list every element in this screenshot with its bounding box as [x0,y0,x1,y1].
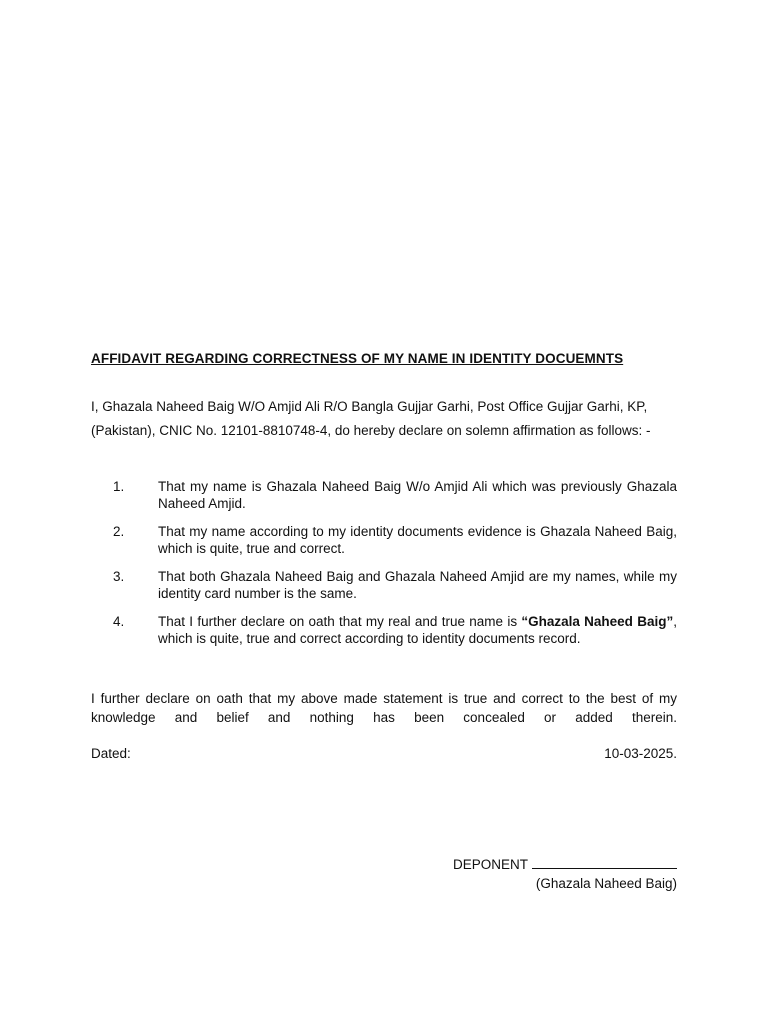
closing-paragraph: I further declare on oath that my above made statement is true and correct to the best of my knowledge and belief and nothing has been concealed or added therein. [91,691,677,725]
dated-row [91,746,677,761]
signature-block [453,855,677,893]
dated-label: Dated: [91,746,131,761]
list-item-text [158,613,677,647]
list-item [91,568,677,602]
list-item [91,523,677,557]
document-title: AFFIDAVIT REGARDING CORRECTNESS OF MY NAME IN IDENTITY DOCUEMNTS [91,351,624,366]
list-item-text-part: That I further declare on oath that my real and true name is [158,614,522,629]
list-item [91,613,677,647]
signature-line [532,856,677,869]
list-item-number: 4. [113,614,125,629]
deponent-name: (Ghazala Naheed Baig) [535,876,677,891]
intro-paragraph: I, Ghazala Naheed Baig W/O Amjid Ali R/O Bangla Gujjar Garhi, Post Office Gujjar Garhi, KP, (Pakistan), CNIC No. 12101-8810748-4, do hereby declare on solemn affirmation as follows: - [91,399,651,438]
list-item [91,478,677,512]
list-item-number: 1. [113,479,125,494]
list-item-text-part: , which is quite, true and correct according to identity documents record. [158,614,677,646]
list-item-number: 3. [113,569,125,584]
list-item-number: 2. [113,524,125,539]
declared-name: “Ghazala Naheed Baig” [521,614,674,629]
declaration-list [91,478,677,658]
deponent-label: DEPONENT [452,857,528,872]
date-value: 10-03-2025. [604,746,677,761]
list-item-text: That both Ghazala Naheed Baig and Ghazala Naheed Amjid are my names, while my identity card number is the same. [158,569,677,601]
deponent-line [453,855,677,874]
list-item-text: That my name is Ghazala Naheed Baig W/o Amjid Ali which was previously Ghazala Naheed Amjid. [158,479,677,511]
list-item-text: That my name according to my identity documents evidence is Ghazala Naheed Baig, which is quite, true and correct. [158,524,677,556]
